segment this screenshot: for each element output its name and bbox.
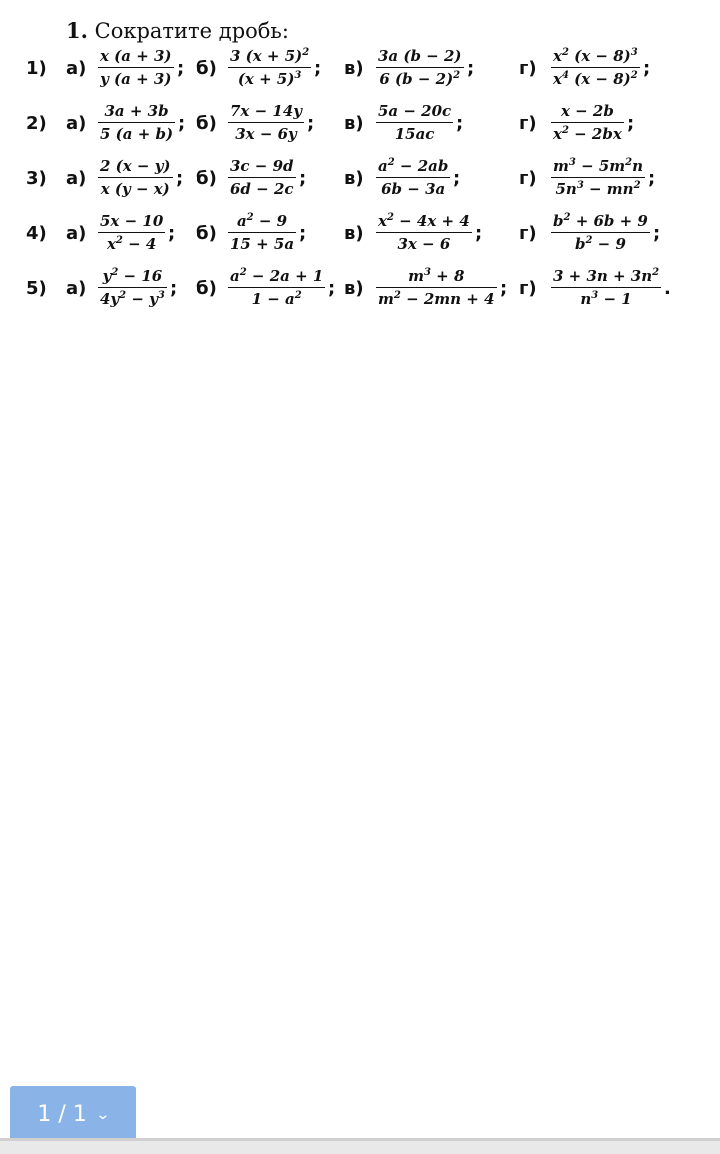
fraction-numerator: 7x − 14y xyxy=(230,102,302,120)
fraction-denominator: 5 (a + b) xyxy=(100,125,174,143)
fraction-numerator: $m^3 + 8$ xyxy=(408,267,465,285)
fraction-numerator: $a^2 - 9$ xyxy=(236,212,288,230)
item-punctuation: ; xyxy=(627,113,635,134)
fraction-bar xyxy=(228,177,296,178)
fraction-denominator: 6d − 2c xyxy=(230,180,294,198)
exercise-row xyxy=(0,268,720,324)
item-punctuation: . xyxy=(664,278,671,299)
fraction xyxy=(551,213,650,253)
item-punctuation: ; xyxy=(328,278,336,299)
fraction-bar xyxy=(228,287,325,288)
item-punctuation: ; xyxy=(170,278,178,299)
item-letter: в) xyxy=(344,168,364,189)
item-letter: б) xyxy=(196,113,217,134)
fraction-denominator: $x^2 - 2bx$ xyxy=(553,125,622,143)
fraction-bar xyxy=(228,67,311,68)
fraction-denominator: $x^4$ $(x - 8)^2$ xyxy=(553,70,638,88)
exercise-row xyxy=(0,48,720,104)
fraction-denominator: $1 - a^2$ xyxy=(251,290,302,308)
fraction xyxy=(98,213,165,253)
fraction-denominator: x (y − x) xyxy=(100,180,170,198)
fraction-bar xyxy=(551,122,624,123)
fraction xyxy=(98,48,174,88)
fraction xyxy=(98,268,167,308)
fraction-numerator: $m^3 - 5m^2n$ xyxy=(553,157,644,175)
row-number: 4) xyxy=(26,223,47,244)
item-punctuation: ; xyxy=(307,113,315,134)
item-letter: г) xyxy=(519,58,537,79)
fraction-numerator: $3 + 3n + 3n^2$ xyxy=(553,267,660,285)
item-letter: б) xyxy=(196,58,217,79)
page-counter: 1 / 1 xyxy=(37,1102,87,1127)
fraction-denominator: $m^2 - 2mn + 4$ xyxy=(378,290,495,308)
fraction-numerator: 3 $(x + 5)^2$ xyxy=(230,47,310,65)
fraction xyxy=(228,103,304,143)
fraction xyxy=(551,103,624,143)
page-indicator-button[interactable] xyxy=(10,1086,136,1143)
fraction-bar xyxy=(376,232,472,233)
fraction-denominator: 6 $(b - 2)^2$ xyxy=(379,70,461,88)
item-punctuation: ; xyxy=(453,168,461,189)
fraction-numerator: x (a + 3) xyxy=(100,47,172,65)
item-letter: а) xyxy=(66,168,87,189)
fraction xyxy=(376,158,450,198)
fraction-bar xyxy=(98,177,173,178)
fraction xyxy=(228,158,296,198)
item-punctuation: ; xyxy=(500,278,508,299)
item-punctuation: ; xyxy=(653,223,661,244)
fraction-bar xyxy=(228,232,296,233)
fraction-denominator: 15ac xyxy=(394,125,435,143)
fraction-bar xyxy=(551,287,661,288)
item-punctuation: ; xyxy=(299,223,307,244)
fraction-numerator: $x^2 - 4x + 4$ xyxy=(378,212,470,230)
item-punctuation: ; xyxy=(178,113,186,134)
fraction-numerator: $a^2 - 2ab$ xyxy=(378,157,449,175)
fraction-denominator: $5n^3 - mn^2$ xyxy=(555,180,641,198)
fraction-numerator: 3a + 3b xyxy=(104,102,169,120)
item-punctuation: ; xyxy=(177,58,185,79)
fraction-denominator: $4y^2 - y^3$ xyxy=(100,290,165,308)
fraction-bar xyxy=(376,122,453,123)
item-letter: в) xyxy=(344,113,364,134)
fraction xyxy=(376,48,464,88)
item-letter: г) xyxy=(519,223,537,244)
fraction-bar xyxy=(376,287,497,288)
fraction xyxy=(98,103,175,143)
item-letter: г) xyxy=(519,168,537,189)
row-number: 2) xyxy=(26,113,47,134)
fraction-numerator: 5a − 20c xyxy=(378,102,452,120)
fraction-bar xyxy=(551,232,650,233)
fraction-bar xyxy=(228,122,304,123)
item-letter: а) xyxy=(66,223,87,244)
fraction xyxy=(376,268,497,308)
fraction-bar xyxy=(376,67,464,68)
item-letter: а) xyxy=(66,113,87,134)
item-punctuation: ; xyxy=(168,223,176,244)
item-letter: а) xyxy=(66,58,87,79)
fraction-denominator: $x^2 - 4$ xyxy=(106,235,157,253)
item-punctuation: ; xyxy=(176,168,184,189)
fraction-bar xyxy=(98,67,174,68)
fraction-bar xyxy=(98,287,167,288)
item-punctuation: ; xyxy=(475,223,483,244)
item-letter: в) xyxy=(344,58,364,79)
row-number: 1) xyxy=(26,58,47,79)
fraction-numerator: $x^2$ $(x - 8)^3$ xyxy=(553,47,638,65)
fraction xyxy=(376,103,453,143)
fraction-numerator: 3c − 9d xyxy=(230,157,294,175)
fraction-numerator: 5x − 10 xyxy=(100,212,164,230)
task-title xyxy=(66,18,289,43)
fraction-numerator: $a^2 - 2a + 1$ xyxy=(230,267,324,285)
fraction-bar xyxy=(98,122,175,123)
task-number: 1. xyxy=(66,18,88,43)
fraction-numerator: $y^2 - 16$ xyxy=(102,267,163,285)
fraction-denominator: $n^3 - 1$ xyxy=(580,290,632,308)
chevron-down-icon: ⌄ xyxy=(95,1106,111,1123)
fraction xyxy=(228,213,296,253)
fraction xyxy=(551,158,645,198)
task-text: Сократите дробь: xyxy=(94,19,289,43)
bottom-scrollbar[interactable] xyxy=(0,1138,720,1154)
item-letter: в) xyxy=(344,278,364,299)
item-punctuation: ; xyxy=(643,58,651,79)
exercise-row xyxy=(0,103,720,159)
item-letter: б) xyxy=(196,278,217,299)
item-letter: г) xyxy=(519,113,537,134)
fraction xyxy=(228,268,325,308)
item-punctuation: ; xyxy=(467,58,475,79)
fraction xyxy=(376,213,472,253)
fraction xyxy=(551,48,640,88)
item-punctuation: ; xyxy=(648,168,656,189)
fraction-denominator: $(x + 5)^3$ xyxy=(237,70,302,88)
fraction-bar xyxy=(551,177,645,178)
fraction-numerator: 3a (b − 2) xyxy=(378,47,462,65)
item-letter: а) xyxy=(66,278,87,299)
fraction-bar xyxy=(98,232,165,233)
fraction-numerator: 2 (x − y) xyxy=(100,157,171,175)
exercise-row xyxy=(0,158,720,214)
fraction-denominator: 15 + 5a xyxy=(230,235,295,253)
item-letter: в) xyxy=(344,223,364,244)
fraction-numerator: $b^2 + 6b + 9$ xyxy=(553,212,648,230)
item-punctuation: ; xyxy=(456,113,464,134)
item-punctuation: ; xyxy=(299,168,307,189)
fraction-bar xyxy=(376,177,450,178)
item-letter: г) xyxy=(519,278,537,299)
item-letter: б) xyxy=(196,168,217,189)
fraction-denominator: y (a + 3) xyxy=(100,70,172,88)
fraction xyxy=(228,48,311,88)
row-number: 5) xyxy=(26,278,47,299)
fraction xyxy=(551,268,661,308)
row-number: 3) xyxy=(26,168,47,189)
item-letter: б) xyxy=(196,223,217,244)
exercise-row xyxy=(0,213,720,269)
fraction-numerator: x − 2b xyxy=(560,102,614,120)
fraction-denominator: 6b − 3a xyxy=(381,180,446,198)
fraction-denominator: $b^2 - 9$ xyxy=(574,235,626,253)
fraction-bar xyxy=(551,67,640,68)
fraction xyxy=(98,158,173,198)
fraction-denominator: 3x − 6 xyxy=(397,235,451,253)
fraction-denominator: 3x − 6y xyxy=(235,125,297,143)
item-punctuation: ; xyxy=(314,58,322,79)
